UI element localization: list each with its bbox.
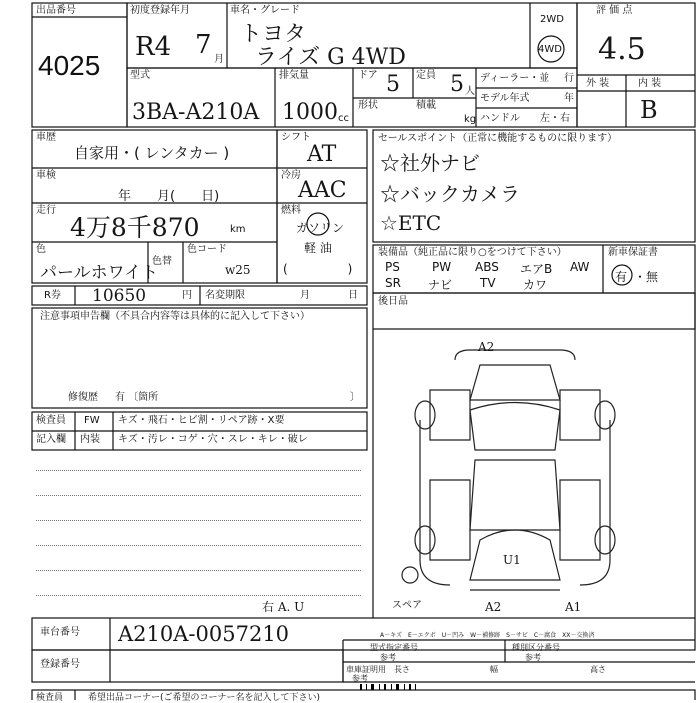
- fuel-gasoline: ガソリン: [296, 221, 345, 235]
- handle-value: 左・右: [540, 113, 570, 124]
- aircon-label: 冷房: [281, 170, 301, 181]
- sales-point-item: ☆社外ナビ: [380, 151, 480, 175]
- spare-tire-label: スペア: [392, 600, 422, 611]
- damage-mark: U1: [503, 553, 521, 567]
- height-label: 高さ: [590, 665, 606, 674]
- length-label: 長さ: [394, 665, 410, 674]
- dealer-unit: 行: [564, 73, 574, 84]
- fuel-label: 燃料: [281, 205, 301, 216]
- exterior-label: 外 装: [586, 78, 610, 89]
- fuel-light-oil: 軽 油: [304, 241, 332, 255]
- shape-label: 形状: [358, 100, 378, 111]
- garage-cert-ref: 参考: [352, 674, 368, 683]
- damage-mark: A2: [478, 340, 495, 354]
- sales-point-item: ☆ETC: [380, 211, 442, 235]
- equip-aw: AW: [570, 260, 590, 274]
- notes-label: 注意事項申告欄（不具合内容等は具体的に記入して下さい）: [40, 311, 310, 322]
- repair-history-label: 修復歴: [68, 392, 98, 403]
- shift-label: シフト: [281, 132, 311, 143]
- equip-navi: ナビ: [428, 278, 453, 292]
- capacity-unit: 人: [465, 86, 475, 97]
- name-change-month: 月: [300, 290, 310, 301]
- equipment-label: 装備品（純正品に限り○をつけて下さい）: [378, 247, 567, 258]
- shift-value: AT: [307, 142, 337, 167]
- later-equipment-label: 後日品: [378, 296, 408, 307]
- mileage-unit: km: [230, 224, 246, 235]
- registration-label: 登録番号: [40, 659, 80, 670]
- sales-point-item: ☆バックカメラ: [380, 182, 520, 206]
- recycle-amount: 10650: [92, 286, 147, 306]
- car-model: ライズ G 4WD: [255, 45, 406, 70]
- garage-cert-label: 車庫証明用: [346, 665, 386, 674]
- capacity-label: 定員: [416, 70, 436, 81]
- equip-airbag: エアB: [520, 262, 553, 276]
- inspection-value: 年 月( 日): [118, 189, 220, 204]
- color-change-label: 色替: [152, 256, 172, 267]
- category-ref: 参考: [525, 653, 541, 662]
- width-label: 幅: [490, 665, 498, 674]
- interior-check-label: 内装: [80, 434, 100, 445]
- damage-legend: A－キズ E－エクボ U－凹み W－補修跡 S－サビ C－腐食 XX－交換済: [380, 632, 595, 639]
- handle-label: ハンドル: [480, 113, 520, 124]
- fw-label: FW: [84, 415, 100, 426]
- handwritten-note: 右 A. U: [262, 600, 305, 614]
- equip-leather: カワ: [523, 278, 548, 292]
- footer-text: 希望出品コーナー(ご希望のコーナー名を記入して下さい): [88, 693, 321, 703]
- score-value: 4.5: [598, 32, 646, 67]
- model-code: 3BA-A210A: [132, 100, 260, 125]
- month-unit: 月: [214, 54, 224, 65]
- doors-value: 5: [386, 72, 400, 97]
- drive-2wd: 2WD: [540, 14, 564, 25]
- mileage-label: 走行: [36, 205, 56, 216]
- first-registration-year: R4: [135, 32, 172, 62]
- name-change-label: 名変期限: [205, 290, 245, 301]
- color-value: パールホワイト: [40, 263, 159, 283]
- inspector-entry-label: 記入欄: [36, 434, 66, 445]
- car-make: トヨタ: [240, 22, 307, 47]
- drive-4wd: 4WD: [538, 44, 562, 55]
- chassis-label: 車台番号: [40, 627, 80, 638]
- mileage-value: 4万8千870: [70, 213, 200, 242]
- equip-abs: ABS: [475, 260, 499, 274]
- equip-pw: PW: [432, 260, 452, 274]
- damage-mark: A1: [565, 600, 582, 614]
- recycle-label: R券: [44, 290, 61, 301]
- repair-history-close: 〕: [350, 392, 360, 403]
- fw-items: キズ・飛石・ヒビ割・リペア跡・X要: [118, 415, 285, 426]
- warranty-yes: 有: [615, 270, 628, 284]
- doors-label: ドア: [358, 70, 378, 81]
- load-label: 積載: [416, 100, 436, 111]
- color-label: 色: [36, 244, 46, 255]
- spec-number-ref: 参考: [380, 653, 396, 662]
- history-value: 自家用・( レンタカー ): [74, 144, 230, 162]
- displacement-label: 排気量: [279, 70, 309, 81]
- warranty-no: ・無: [634, 270, 659, 284]
- first-registration-label: 初度登録年月: [130, 5, 190, 16]
- first-registration-month: 7: [195, 30, 212, 60]
- inspection-label: 車検: [36, 170, 56, 181]
- model-code-label: 型式: [130, 70, 150, 81]
- chassis-number: A210A-0057210: [118, 622, 290, 646]
- lot-number: 4025: [38, 50, 101, 81]
- category-label: 種別区分番号: [512, 643, 560, 652]
- lot-number-label: 出品番号: [36, 5, 76, 16]
- damage-mark: A2: [485, 600, 502, 614]
- displacement-value: 1000: [282, 100, 338, 125]
- history-label: 車歴: [36, 132, 56, 143]
- interior-label: 内 装: [638, 78, 662, 89]
- capacity-value: 5: [450, 72, 464, 97]
- model-year-label: モデル年式: [480, 93, 530, 104]
- model-year-unit: 年: [564, 93, 574, 104]
- color-code-label: 色コード: [187, 244, 227, 255]
- dealer-label: ディーラー・並: [480, 73, 550, 84]
- sales-point-label: セールスポイント（正常に機能するものに限ります）: [378, 133, 618, 144]
- spec-number-label: 型式指定番号: [370, 643, 418, 652]
- interior-check-items: キズ・汚レ・コゲ・穴・スレ・キレ・破レ: [118, 434, 308, 445]
- equip-sr: SR: [385, 276, 401, 290]
- inspector-label: 検査員: [36, 415, 66, 426]
- color-code: w25: [225, 263, 251, 277]
- footer-label: 検査員: [36, 693, 64, 703]
- fuel-other: ( ): [283, 262, 353, 276]
- displacement-unit: cc: [338, 113, 349, 124]
- load-unit: kg: [464, 114, 477, 125]
- name-change-day: 日: [348, 290, 358, 301]
- score-label: 評 価 点: [596, 5, 633, 16]
- equip-ps: PS: [385, 260, 400, 274]
- warranty-label: 新車保証書: [608, 247, 658, 258]
- car-name-label: 車名・グレード: [230, 5, 300, 16]
- equip-tv: TV: [480, 276, 496, 290]
- repair-history-value: 有 〔箇所: [115, 392, 159, 403]
- interior-grade: B: [640, 96, 658, 124]
- recycle-unit: 円: [182, 290, 192, 301]
- aircon-value: AAC: [298, 178, 347, 203]
